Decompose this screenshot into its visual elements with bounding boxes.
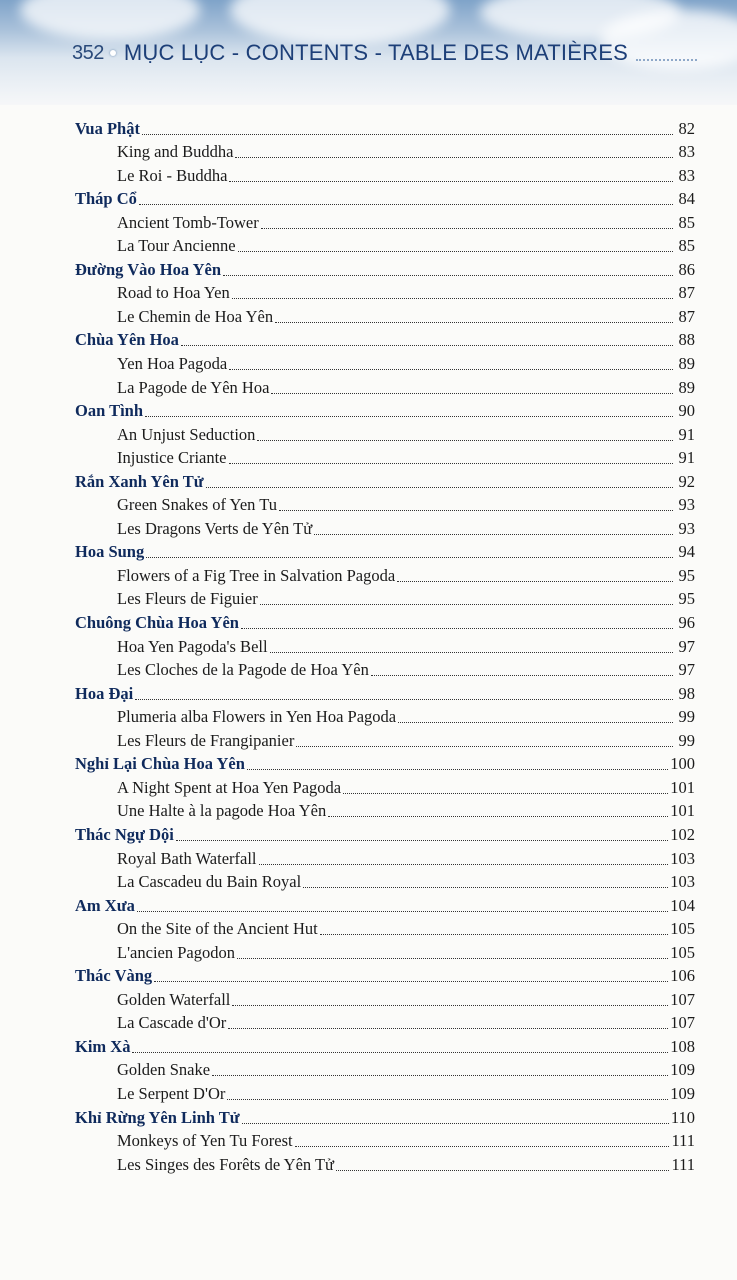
toc-entry-title: Yen Hoa Pagoda — [117, 354, 228, 374]
toc-subentry-row — [75, 727, 695, 751]
toc-entry-title: Thác Ngự Dội — [75, 824, 174, 844]
dot-leader — [238, 251, 673, 252]
dot-leader — [328, 816, 668, 817]
toc-subentry-row — [75, 633, 695, 657]
toc-page-number: 93 — [678, 518, 695, 538]
dot-leader — [132, 1052, 668, 1053]
toc-subentry-row — [75, 492, 695, 516]
toc-page-number: 95 — [678, 589, 695, 609]
toc-entry-title: Les Fleurs de Figuier — [117, 589, 258, 609]
dot-leader — [181, 345, 673, 346]
dot-leader — [145, 416, 673, 417]
dot-leader — [279, 510, 673, 511]
toc-entry-title: Kim Xà — [75, 1036, 131, 1056]
dot-leader — [241, 628, 673, 629]
toc-subentry-row — [75, 303, 695, 327]
toc-entry-title: Les Cloches de la Pagode de Hoa Yên — [117, 660, 369, 680]
toc-page-number: 111 — [671, 1131, 695, 1151]
toc-entry-title: Green Snakes of Yen Tu — [117, 495, 277, 515]
toc-page-number: 100 — [670, 754, 695, 774]
dot-leader — [275, 322, 673, 323]
table-of-contents — [75, 115, 695, 1175]
toc-page-number: 110 — [670, 1107, 695, 1127]
toc-entry-title: Royal Bath Waterfall — [117, 848, 257, 868]
dot-leader — [397, 581, 673, 582]
toc-entry-title: Hoa Sung — [75, 542, 145, 562]
toc-entry-title: Am Xưa — [75, 895, 135, 915]
dot-leader — [135, 699, 673, 700]
dot-leader — [247, 769, 668, 770]
toc-chapter-row — [75, 398, 695, 422]
toc-entry-title: Đường Vào Hoa Yên — [75, 259, 222, 279]
toc-subentry-row — [75, 1010, 695, 1034]
dot-leader — [270, 652, 673, 653]
toc-entry-title: Khỉ Rừng Yên Linh Tử — [75, 1107, 240, 1127]
toc-subentry-row — [75, 209, 695, 233]
dot-leader — [260, 604, 673, 605]
toc-page-number: 92 — [678, 471, 695, 491]
toc-page-number: 101 — [670, 777, 695, 797]
toc-subentry-row — [75, 515, 695, 539]
toc-subentry-row — [75, 374, 695, 398]
toc-subentry-row — [75, 280, 695, 304]
dot-leader — [398, 722, 673, 723]
toc-entry-title: La Tour Ancienne — [117, 236, 236, 256]
toc-subentry-row — [75, 916, 695, 940]
toc-chapter-row — [75, 680, 695, 704]
toc-page-number: 89 — [678, 354, 695, 374]
toc-page-number: 88 — [678, 330, 695, 350]
toc-page-number: 97 — [678, 636, 695, 656]
toc-page-number: 108 — [670, 1036, 695, 1056]
toc-page-number: 93 — [678, 495, 695, 515]
toc-page-number: 99 — [678, 707, 695, 727]
toc-page-number: 104 — [670, 895, 695, 915]
toc-subentry-row — [75, 1151, 695, 1175]
header-bar — [0, 30, 737, 76]
toc-page-number: 98 — [678, 683, 695, 703]
toc-subentry-row — [75, 562, 695, 586]
dot-leader — [146, 557, 673, 558]
toc-subentry-row — [75, 350, 695, 374]
toc-page-number: 103 — [670, 848, 695, 868]
toc-entry-title: Hoa Đại — [75, 683, 134, 703]
toc-entry-title: L'ancien Pagodon — [117, 942, 235, 962]
toc-chapter-row — [75, 963, 695, 987]
toc-page-number: 106 — [670, 966, 695, 986]
dot-leader — [295, 1146, 670, 1147]
toc-page-number: 102 — [670, 824, 695, 844]
dot-leader — [235, 157, 673, 158]
toc-subentry-row — [75, 162, 695, 186]
header-dot-leader — [636, 59, 697, 61]
toc-entry-title: Oan Tình — [75, 401, 144, 421]
toc-entry-title: Golden Snake — [117, 1060, 211, 1080]
toc-page-number: 82 — [678, 118, 695, 138]
bullet-icon — [110, 50, 116, 56]
toc-entry-title: La Cascade d'Or — [117, 1013, 227, 1033]
toc-page-number: 83 — [678, 165, 695, 185]
toc-page-number: 91 — [678, 448, 695, 468]
toc-page-number: 95 — [678, 565, 695, 585]
toc-entry-title: Monkeys of Yen Tu Forest — [117, 1131, 293, 1151]
dot-leader — [223, 275, 673, 276]
dot-leader — [176, 840, 668, 841]
toc-page-number: 87 — [678, 306, 695, 326]
toc-chapter-row — [75, 1033, 695, 1057]
toc-entry-title: Une Halte à la pagode Hoa Yên — [117, 801, 327, 821]
toc-entry-title: Les Singes des Forêts de Yên Tử — [117, 1154, 334, 1174]
dot-leader — [242, 1123, 669, 1124]
toc-page-number: 103 — [670, 872, 695, 892]
toc-chapter-row — [75, 1104, 695, 1128]
dot-leader — [229, 181, 673, 182]
toc-subentry-row — [75, 445, 695, 469]
toc-entry-title: King and Buddha — [117, 142, 234, 162]
page-title: MỤC LỤC - CONTENTS - TABLE DES MATIÈRES — [123, 40, 628, 65]
toc-page-number: 86 — [678, 259, 695, 279]
toc-page-number: 107 — [670, 989, 695, 1009]
toc-entry-title: Chùa Yên Hoa — [75, 330, 179, 350]
dot-leader — [139, 204, 673, 205]
toc-entry-title: Le Serpent D'Or — [117, 1083, 226, 1103]
toc-subentry-row — [75, 1080, 695, 1104]
toc-entry-title: Thác Vàng — [75, 966, 153, 986]
dot-leader — [296, 746, 673, 747]
toc-entry-title: Les Dragons Verts de Yên Tử — [117, 518, 313, 538]
toc-subentry-row — [75, 704, 695, 728]
toc-chapter-row — [75, 892, 695, 916]
toc-chapter-row — [75, 327, 695, 351]
dot-leader — [343, 793, 668, 794]
page-number: 352 — [72, 41, 104, 64]
toc-entry-title: Le Roi - Buddha — [117, 165, 228, 185]
toc-entry-title: La Pagode de Yên Hoa — [117, 377, 270, 397]
toc-chapter-row — [75, 751, 695, 775]
toc-page-number: 109 — [670, 1060, 695, 1080]
toc-page-number: 87 — [678, 283, 695, 303]
toc-subentry-row — [75, 139, 695, 163]
toc-entry-title: A Night Spent at Hoa Yen Pagoda — [117, 777, 342, 797]
dot-leader — [261, 228, 673, 229]
dot-leader — [229, 369, 673, 370]
toc-subentry-row — [75, 869, 695, 893]
dot-leader — [232, 298, 673, 299]
toc-subentry-row — [75, 986, 695, 1010]
toc-page-number: 107 — [670, 1013, 695, 1033]
toc-entry-title: Nghỉ Lại Chùa Hoa Yên — [75, 754, 245, 774]
dot-leader — [212, 1075, 668, 1076]
toc-subentry-row — [75, 798, 695, 822]
toc-page-number: 109 — [670, 1083, 695, 1103]
toc-page-number: 111 — [671, 1154, 695, 1174]
toc-entry-title: Plumeria alba Flowers in Yen Hoa Pagoda — [117, 707, 397, 727]
toc-entry-title: Chuông Chùa Hoa Yên — [75, 613, 239, 633]
dot-leader — [371, 675, 673, 676]
toc-subentry-row — [75, 421, 695, 445]
toc-chapter-row — [75, 186, 695, 210]
dot-leader — [303, 887, 668, 888]
dot-leader — [154, 981, 668, 982]
toc-page-number: 91 — [678, 424, 695, 444]
toc-page-number: 85 — [678, 212, 695, 232]
toc-page-number: 101 — [670, 801, 695, 821]
toc-subentry-row — [75, 1128, 695, 1152]
dot-leader — [336, 1170, 669, 1171]
toc-entry-title: Golden Waterfall — [117, 989, 231, 1009]
dot-leader — [142, 134, 673, 135]
toc-entry-title: Le Chemin de Hoa Yên — [117, 306, 274, 326]
toc-subentry-row — [75, 774, 695, 798]
toc-chapter-row — [75, 115, 695, 139]
toc-subentry-row — [75, 233, 695, 257]
toc-subentry-row — [75, 1057, 695, 1081]
toc-page-number: 99 — [678, 730, 695, 750]
toc-entry-title: Vua Phật — [75, 118, 140, 138]
toc-page-number: 85 — [678, 236, 695, 256]
toc-page-number: 89 — [678, 377, 695, 397]
toc-chapter-row — [75, 821, 695, 845]
toc-entry-title: Les Fleurs de Frangipanier — [117, 730, 295, 750]
dot-leader — [232, 1005, 668, 1006]
toc-page-number: 105 — [670, 919, 695, 939]
toc-entry-title: Rắn Xanh Yên Tử — [75, 471, 204, 491]
toc-subentry-row — [75, 845, 695, 869]
toc-page-number: 96 — [678, 613, 695, 633]
dot-leader — [137, 911, 668, 912]
toc-subentry-row — [75, 657, 695, 681]
dot-leader — [314, 534, 673, 535]
dot-leader — [206, 487, 673, 488]
toc-entry-title: On the Site of the Ancient Hut — [117, 919, 318, 939]
toc-entry-title: Road to Hoa Yen — [117, 283, 230, 303]
toc-chapter-row — [75, 468, 695, 492]
toc-page-number: 94 — [678, 542, 695, 562]
toc-entry-title: Tháp Cổ — [75, 189, 137, 209]
dot-leader — [228, 1028, 668, 1029]
toc-page-number: 105 — [670, 942, 695, 962]
toc-entry-title: An Unjust Seduction — [117, 424, 256, 444]
toc-entry-title: Flowers of a Fig Tree in Salvation Pagoda — [117, 565, 396, 585]
dot-leader — [320, 934, 669, 935]
toc-page-number: 90 — [678, 401, 695, 421]
toc-page-number: 84 — [678, 189, 695, 209]
toc-subentry-row — [75, 586, 695, 610]
toc-chapter-row — [75, 256, 695, 280]
toc-page-number: 83 — [678, 142, 695, 162]
toc-entry-title: Ancient Tomb-Tower — [117, 212, 259, 232]
toc-entry-title: Hoa Yen Pagoda's Bell — [117, 636, 268, 656]
toc-page-number: 97 — [678, 660, 695, 680]
dot-leader — [271, 393, 673, 394]
dot-leader — [259, 864, 669, 865]
dot-leader — [229, 463, 673, 464]
toc-entry-title: La Cascadeu du Bain Royal — [117, 872, 302, 892]
dot-leader — [237, 958, 668, 959]
toc-chapter-row — [75, 539, 695, 563]
dot-leader — [257, 440, 673, 441]
toc-chapter-row — [75, 609, 695, 633]
toc-subentry-row — [75, 939, 695, 963]
toc-entry-title: Injustice Criante — [117, 448, 227, 468]
dot-leader — [227, 1099, 668, 1100]
page-header — [0, 0, 737, 105]
